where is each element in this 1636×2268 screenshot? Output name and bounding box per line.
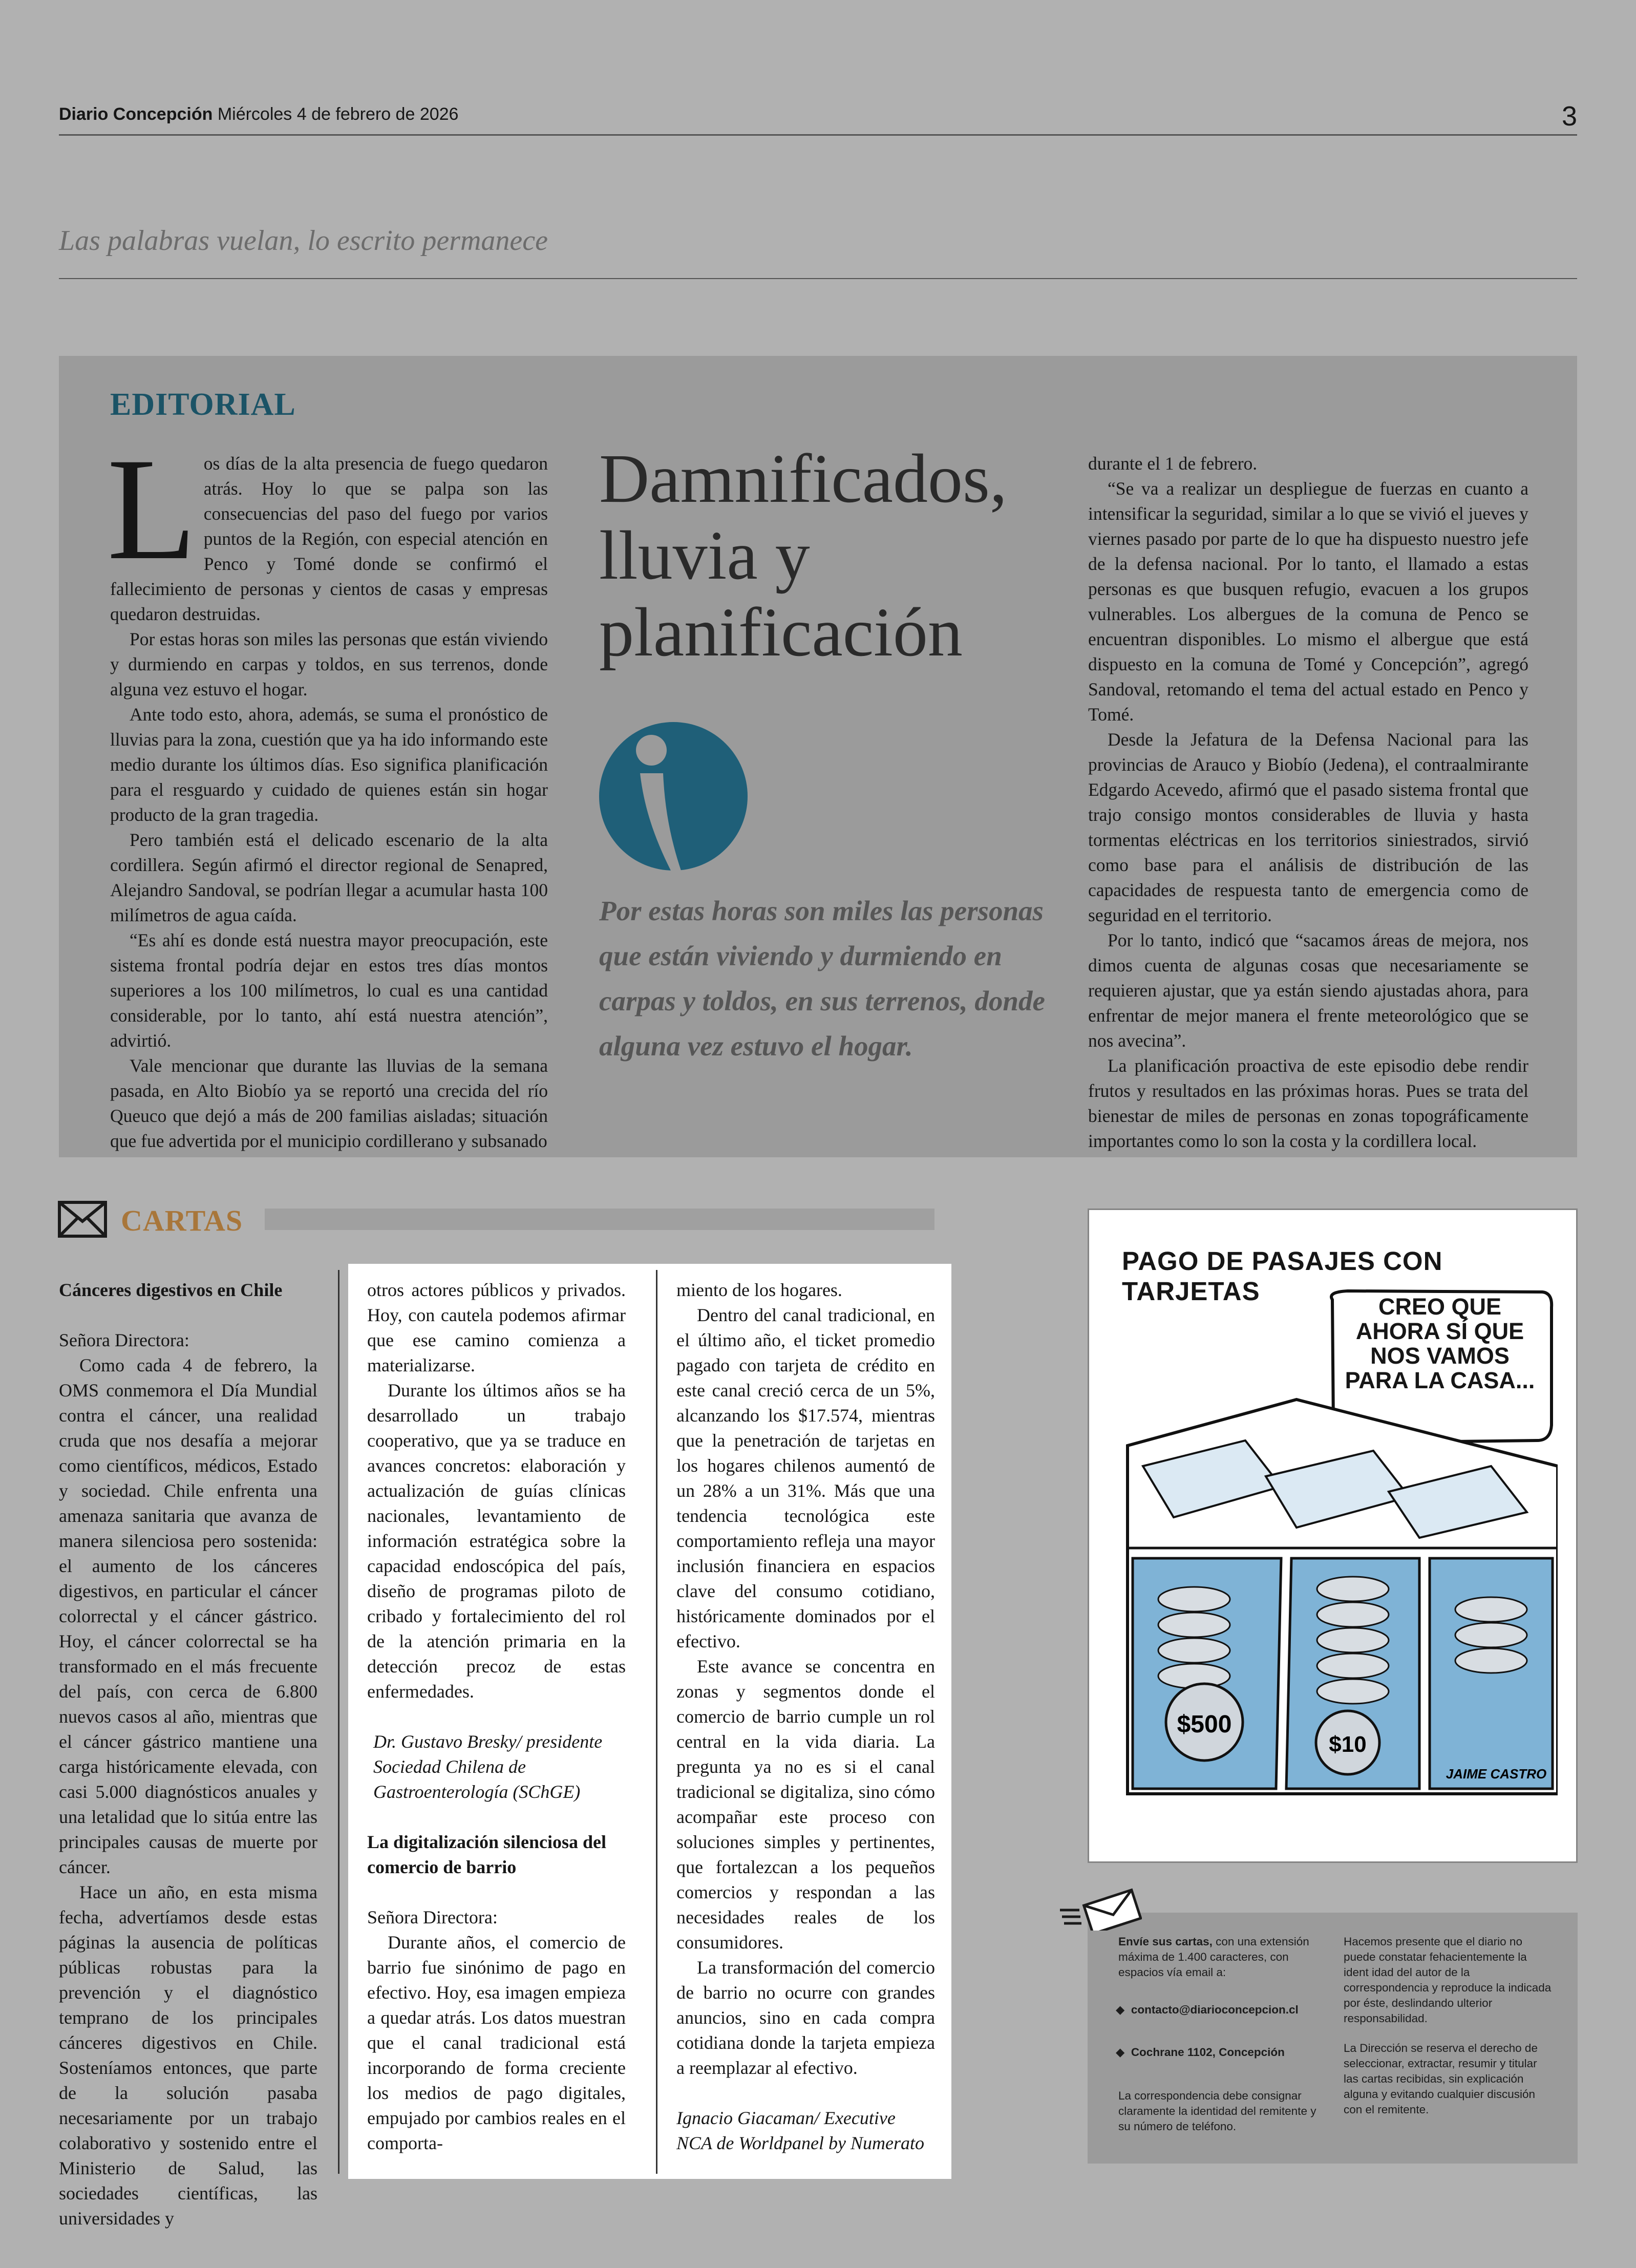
contact-email[interactable]: ◆ contacto@diarioconcepcion.cl [1116,2003,1299,2016]
header-rule [59,134,1577,136]
editorial-title-line: planificación [599,594,963,671]
info-icon [599,722,748,871]
coin-10-label: $10 [1329,1732,1367,1757]
editorial-paragraph: Por estas horas son miles las personas que están viviendo y durmiendo en carpas y toldos, en sus terrenos, donde alguna vez estuvo el hogar. [110,629,548,700]
letter-salutation: Señora Directora: [59,1330,189,1350]
letter-paragraph: Como cada 4 de febrero, la OMS conmemora el Día Mundial contra el cáncer, una realidad cruda que nos desafía a mejorar como científicos, médicos, Estado y sociedad. Chile enfrenta una amenaza sanitaria que avanza de manera silenciosa pero sostenida: el aumento de los cánceres digestivos, en particular el cáncer colorrectal y el cáncer gástrico. Hoy, el cáncer colorrectal se ha transformado en el más frecuente del país, con cerca de 6.800 nuevos casos al año, mientras que el cáncer gástrico mantiene una carga históricamente elevada, con casi 5.000 diagnósticos anuales y una letalidad que lo sitúa entre las principales causas de muerte por cáncer. [59,1355,317,1877]
masthead [59,104,458,124]
letters-column-2 [367,1278,626,2156]
letters-column-1 [59,1278,317,2231]
letter-signature: Dr. Gustavo Bresky/ presidente Sociedad Chilena de Gastroenterología (SChGE) [373,1731,603,1802]
page-number: 3 [1561,101,1577,132]
mail-icon [58,1201,107,1238]
cartoon-signature: JAIME CASTRO [1446,1766,1547,1782]
coin-500-label: $500 [1177,1711,1232,1738]
cartoon-speech-bubble: CREO QUE AHORA SÍ QUE NOS VAMOS PARA LA CASA... [1345,1294,1535,1393]
slogan: Las palabras vuelan, lo escrito permanece [59,225,548,257]
letter-paragraph: Dentro del canal tradicional, en el último año, el ticket promedio pagado con tarjeta de crédito en este canal creció cerca de un 5%, alcanzando los $17.574, mientras que la penetración de tarjetas en los hogares chilenos aumentó de un 28% a un 31%. Más que una tendencia tecnológica este comportamiento refleja una mayor inclusión financiera en espacios clave del consumo cotidiano, históricamente dominados por el efectivo. [676,1305,935,1651]
editorial-paragraph: “Es ahí es donde está nuestra mayor preocupación, este sistema frontal podría dejar en estos tres días montos superiores a los 100 milímetros, lo cual es una cantidad considerable, por lo tanto, ahí está nuestra atención”, advirtió. [110,930,548,1051]
editorial-column-3 [1088,451,1528,1154]
identity-note: La correspondencia debe consignar claramente la identidad del remitente y su número de teléfono. [1118,2089,1316,2133]
letter-paragraph: Hace un año, en esta misma fecha, advertíamos desde estas páginas la ausencia de políticas públicas robustas para la prevención y el diagnóstico temprano de los principales cánceres digestivos en Chile. Sosteníamos entonces, que parte de la solución pasaba necesariamente por un trabajo colaborativo y sostenido entre el Ministerio de Salud, las sociedades científicas, las universidades y [59,1882,317,2229]
editorial-title-line: Damnificados, [599,440,1007,517]
editorial-title [599,440,1034,671]
letter-title: La digitalización silenciosa del comercio de barrio [367,1832,607,1877]
letter-paragraph: Durante años, el comercio de barrio fue sinónimo de pago en efectivo. Hoy, esa imagen empieza a quedar atrás. Los datos muestran que el canal tradicional está incorporando de forma creciente los medios de pago digitales, empujado por cambios reales en el comporta- [367,1932,626,2153]
letter-paragraph: otros actores públicos y privados. Hoy, con cautela podemos afirmar que ese camino comienza a materializarse. [367,1280,626,1375]
publication-date: Miércoles 4 de febrero de 2026 [217,104,459,124]
editorial-title-line: lluvia y [599,517,810,594]
send-instructions: Envíe sus cartas, con una extensión máxima de 1.400 caracteres, con espacios vía email a: [1118,1935,1309,1979]
contact-address: ◆ Cochrane 1102, Concepción [1116,2046,1285,2059]
letter-title: Cánceres digestivos en Chile [59,1280,283,1300]
slogan-rule [59,278,1577,279]
drop-cap: L [107,428,197,590]
column-divider [656,1270,657,2174]
editorial-pull-quote: Por estas horas son miles las personas que están viviendo y durmiendo en carpas y toldos, en sus terrenos, donde alguna vez estuvo el hogar. [599,895,1045,1062]
cartoon [1088,1209,1578,1863]
letter-signature: Ignacio Giacaman/ Executive NCA de Worldpanel by Numerato [676,2108,924,2153]
cartoon-title: PAGO DE PASAJES CON TARJETAS [1122,1246,1443,1306]
letter-salutation: Señora Directora: [367,1907,498,1927]
disclaimer-note: Hacemos presente que el diario no puede constatar fehacientemente la ident idad del autor de la correspondencia y reproduce la indicada por éste, deslindando ulterior responsabilidad. [1344,1935,1552,2025]
letter-paragraph: La transformación del comercio de barrio no ocurre con grandes anuncios, sino en cada compra cotidiana donde la tarjeta empieza a reemplazar al efectivo. [676,1957,935,2078]
editorial-section [59,356,1577,1157]
editorial-paragraph: La planificación proactiva de este episodio debe rendir frutos y resultados en las próximas horas. Pues se trata del bienestar de miles de personas en zonas topográficamente importantes como lo son la costa y la cordillera local. [1088,1055,1528,1151]
letters-column-3 [676,1278,935,2156]
column-divider [338,1270,339,2174]
letter-paragraph: Durante los últimos años se ha desarrollado un trabajo cooperativo, que ya se traduce en avances concretos: elaboración y actualización de guías clínicas nacionales, levantamiento de información estratégica sobre la capacidad endoscópica del país, diseño de programas piloto de cribado y fortalecimiento del rol de la atención primaria en la detección precoz de estas enfermedades. [367,1380,626,1702]
editorial-paragraph: Desde la Jefatura de la Defensa Nacional para las provincias de Arauco y Biobío (Jedena), el contraalmirante Edgardo Acevedo, afirmó que el pasado sistema frontal que trajo consigo montos considerables de lluvia y hasta tormentas eléctricas en los territorios siniestrados, sirvió como base para el análisis de distribución de las capacidades de respuesta tanto de emergencia como de seguridad en el territorio. [1088,729,1528,925]
rights-note: La Dirección se reserva el derecho de seleccionar, extractar, resumir y titular las cartas recibidas, sin explicación alguna y evitando cualquier discusión con el remitente. [1344,2042,1538,2116]
letters-info-box [1088,1913,1578,2164]
editorial-label: EDITORIAL [110,387,296,422]
editorial-paragraph: Por lo tanto, indicó que “sacamos áreas de mejora, nos dimos cuenta de algunas cosas que necesariamente se requieren ajustar, que ya están siendo ajustadas ahora, para enfrentar de mejor manera el frente meteorológico que se nos avecina”. [1088,930,1528,1051]
letter-paragraph: miento de los hogares. [676,1280,842,1300]
editorial-paragraph: Ante todo esto, ahora, además, se suma el pronóstico de lluvias para la zona, cuestión que ya ha ido informando este medio durante los últimos días. Eso significa planificación para el resguardo y cuidado de quienes están sin hogar producto de la gran tragedia. [110,704,548,825]
editorial-paragraph: Los días de la alta presencia de fuego quedaron atrás. Hoy lo que se palpa son las consecuencias del paso del fuego por varios puntos de la Región, con especial atención en Penco y Tomé donde se confirmó el fallecimiento de personas y cientos de casas y empresas quedaron destruidas. [107,428,548,624]
letter-paragraph: Este avance se concentra en zonas y segmentos donde el comercio de barrio cumple un rol central en la vida diaria. La pregunta ya no es si el canal tradicional se digitaliza, sino cómo acompañar este proceso con soluciones simples y pertinentes, que fortalezcan a los pequeños comercios y respondan a las necesidades reales de los consumidores. [676,1656,935,1953]
editorial-paragraph: Vale mencionar que durante las lluvias de la semana pasada, en Alto Biobío ya se reportó una crecida del río Queuco que dejó a más de 200 familias aisladas; situación que fue advertida por el municipio cordillerano y subsanado [110,1055,548,1151]
cartas-label: CARTAS [121,1204,243,1237]
editorial-paragraph: “Se va a realizar un despliegue de fuerzas en cuanto a intensificar la seguridad, similar a lo que se vivió el jueves y viernes pasado por parte de lo que ha dispuesto nuestro jefe de la defensa nacional. Por lo tanto, el llamado a estas personas es que busquen refugio, evacuen a los grupos vulnerables. Los albergues de la comuna de Penco se encuentran disponibles. Lo mismo el albergue que está dispuesto en la comuna de Tomé y Concepción”, agregó Sandoval, retomando el tema del actual estado en Penco y Tomé. [1088,478,1528,725]
publication-name: Diario Concepción [59,104,213,124]
editorial-paragraph: Pero también está el delicado escenario de la alta cordillera. Según afirmó el director regional de Senapred, Alejandro Sandoval, se podrían llegar a acumular hasta 100 milímetros de agua caída. [110,830,548,925]
editorial-column-1 [107,428,548,1154]
cartas-header-bar [265,1209,934,1230]
editorial-paragraph: durante el 1 de febrero. [1088,453,1258,474]
envelope-icon [1055,1887,1142,1931]
